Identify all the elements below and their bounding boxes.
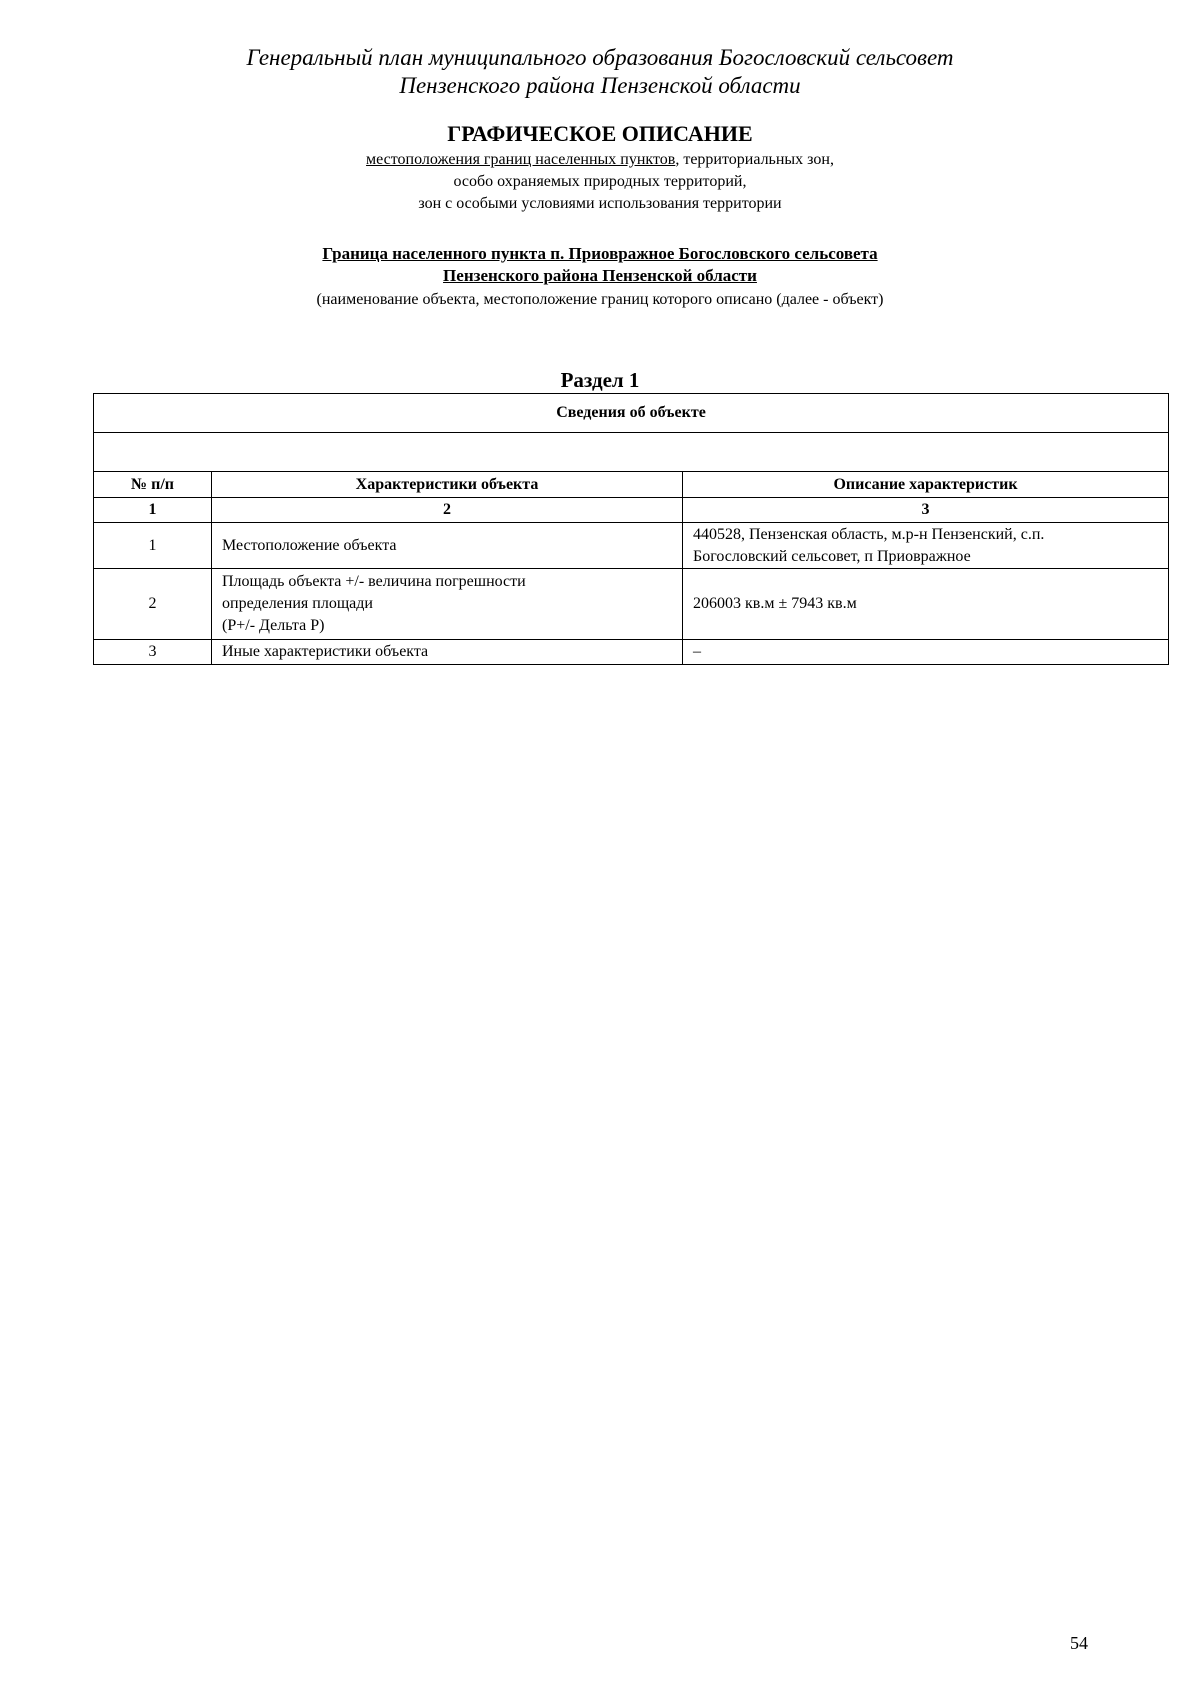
characteristic-line: Местоположение объекта <box>222 536 397 554</box>
characteristic-line: Иные характеристики объекта <box>222 643 429 660</box>
row-number: 1 <box>94 523 212 569</box>
row-number: 2 <box>94 569 212 640</box>
object-info-table <box>93 393 1169 665</box>
column-header-number: № п/п <box>94 472 212 498</box>
table-header-row <box>94 472 1169 498</box>
table-row <box>94 523 1169 569</box>
table-title-row <box>94 394 1169 433</box>
page-number: 54 <box>1070 1633 1088 1653</box>
description-line: Богословский сельсовет, п Приовражное <box>693 547 971 565</box>
document-title: ГРАФИЧЕСКОЕ ОПИСАНИЕ <box>447 121 753 146</box>
row-characteristic <box>212 569 683 640</box>
subtitle-line-1 <box>0 149 1200 171</box>
document-subtitle <box>0 149 1200 215</box>
table-empty-row <box>94 433 1169 472</box>
table-column-numbers-row <box>94 498 1169 523</box>
row-description <box>683 569 1169 640</box>
column-number-1: 1 <box>94 498 212 523</box>
characteristic-line: определения площади <box>222 595 373 612</box>
subtitle-rest-part: , территориальных зон, <box>675 151 834 168</box>
table-title: Сведения об объекте <box>94 394 1169 433</box>
object-name-line-1: Граница населенного пункта п. Приовражное Богословского сельсовета <box>322 244 878 263</box>
subtitle-underlined-part: местоположения границ населенных пунктов <box>366 151 676 168</box>
description-line: 440528, Пензенская область, м.р-н Пензенский, с.п. <box>693 525 1045 543</box>
row-characteristic <box>212 523 683 569</box>
row-number: 3 <box>94 640 212 665</box>
section-title: Раздел 1 <box>560 368 640 392</box>
description-line: – <box>693 643 701 660</box>
column-header-description: Описание характеристик <box>683 472 1169 498</box>
table-row <box>94 569 1169 640</box>
characteristic-line: (P+/- Дельта P) <box>222 617 325 634</box>
document-header <box>0 44 1200 100</box>
characteristic-line: Площадь объекта +/- величина погрешности <box>222 573 526 590</box>
column-number-3: 3 <box>683 498 1169 523</box>
column-number-2: 2 <box>212 498 683 523</box>
table-empty-cell <box>94 433 1169 472</box>
table-row <box>94 640 1169 665</box>
header-line-2: Пензенского района Пензенской области <box>399 73 801 98</box>
subtitle-line-3: зон с особыми условиями использования территории <box>418 195 782 212</box>
header-line-1: Генеральный план муниципального образования Богословский сельсовет <box>246 45 954 70</box>
row-characteristic <box>212 640 683 665</box>
object-caption: (наименование объекта, местоположение границ которого описано (далее - объект) <box>316 291 884 308</box>
description-line: 206003 кв.м ± 7943 кв.м <box>693 595 857 612</box>
row-description <box>683 640 1169 665</box>
column-header-characteristic: Характеристики объекта <box>212 472 683 498</box>
object-name <box>0 243 1200 287</box>
row-description <box>683 523 1169 569</box>
subtitle-line-2: особо охраняемых природных территорий, <box>453 173 747 190</box>
object-name-line-2: Пензенского района Пензенской области <box>443 266 757 285</box>
